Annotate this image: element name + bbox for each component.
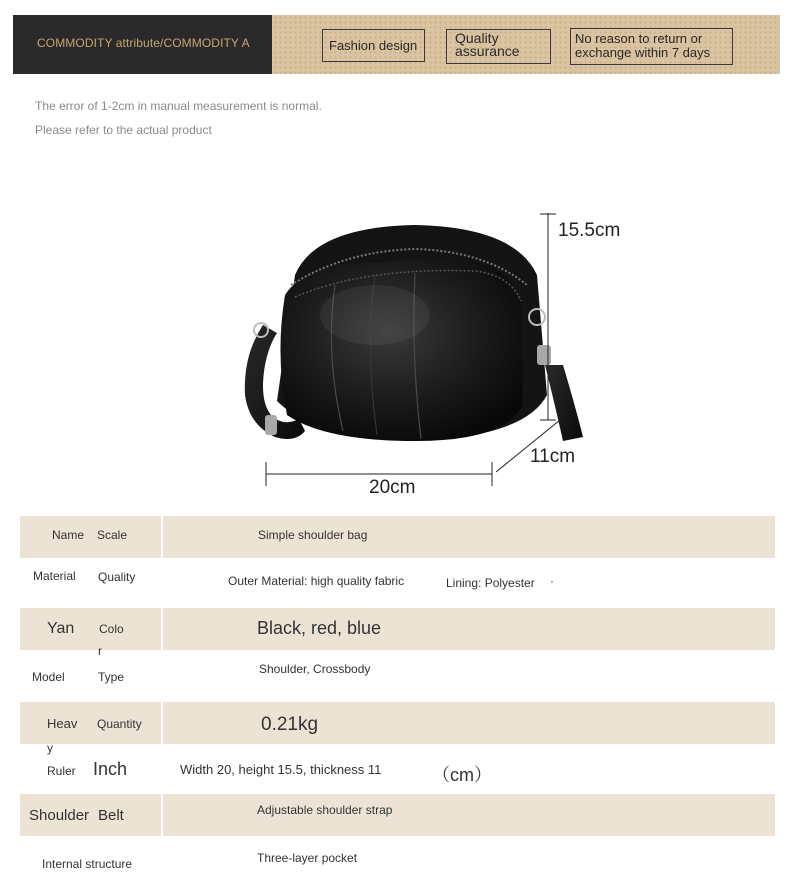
row-ruler-unit: （cm） bbox=[432, 765, 492, 785]
tag-return-line1: No reason to return or bbox=[575, 31, 703, 46]
row-strap-value: Adjustable shoulder strap bbox=[257, 803, 393, 817]
table-row bbox=[20, 794, 775, 836]
banner-title: COMMODITY attribute/COMMODITY A bbox=[37, 36, 250, 50]
table-row bbox=[20, 741, 775, 792]
row-weight-label-a2: y bbox=[47, 741, 53, 755]
row-name-value: Simple shoulder bag bbox=[258, 528, 368, 542]
row-structure-value: Three-layer pocket bbox=[257, 851, 358, 865]
row-model-label-a: Model bbox=[32, 670, 65, 684]
table-row bbox=[20, 702, 775, 744]
table-row bbox=[20, 838, 775, 888]
row-strap-label-a: Shoulder bbox=[29, 807, 90, 824]
thickness-dimension: 11cm bbox=[530, 446, 576, 467]
row-structure-label: Internal structure bbox=[42, 857, 133, 871]
tag-fashion-design-text: Fashion design bbox=[329, 38, 418, 53]
table-row bbox=[20, 516, 775, 558]
height-dimension: 15.5cm bbox=[558, 220, 621, 241]
table-row bbox=[20, 608, 775, 650]
row-weight-label-a: Heav bbox=[47, 716, 78, 731]
row-ruler-label-b: Inch bbox=[93, 759, 128, 779]
tag-quality-line1: Quality bbox=[455, 30, 499, 46]
row-material-dot: · bbox=[550, 574, 554, 588]
row-material-label-a: Material bbox=[33, 569, 76, 583]
row-color-label-b: Colo bbox=[99, 622, 124, 636]
table-row bbox=[20, 644, 775, 700]
row-material-value: Outer Material: high quality fabric bbox=[228, 574, 405, 588]
row-ruler-label-a: Ruler bbox=[47, 764, 76, 778]
row-material-label-b: Quality bbox=[98, 570, 136, 584]
measurement-note: The error of 1-2cm in manual measurement is normal. bbox=[35, 99, 322, 113]
row-ruler-value: Width 20, height 15.5, thickness 11 bbox=[180, 762, 382, 777]
row-model-label-b: Type bbox=[98, 670, 125, 684]
width-dimension: 20cm bbox=[369, 477, 416, 498]
row-strap-label-b: Belt bbox=[98, 807, 124, 824]
row-color-value: Black, red, blue bbox=[257, 618, 382, 638]
row-weight-label-b: Quantity bbox=[97, 717, 142, 731]
row-color-label-b2: r bbox=[98, 644, 102, 658]
row-name-label-a: Name bbox=[52, 528, 85, 542]
row-color-label-a: Yan bbox=[47, 620, 75, 637]
row-model-value: Shoulder, Crossbody bbox=[259, 662, 371, 676]
tag-return-line2: exchange within 7 days bbox=[575, 45, 711, 60]
row-weight-value: 0.21kg bbox=[261, 714, 319, 735]
table-row bbox=[20, 560, 775, 606]
tag-quality-line2: assurance bbox=[455, 43, 520, 59]
row-material-lining: Lining: Polyester bbox=[446, 576, 535, 590]
actual-product-note: Please refer to the actual product bbox=[35, 123, 212, 137]
row-name-label-b: Scale bbox=[97, 528, 128, 542]
